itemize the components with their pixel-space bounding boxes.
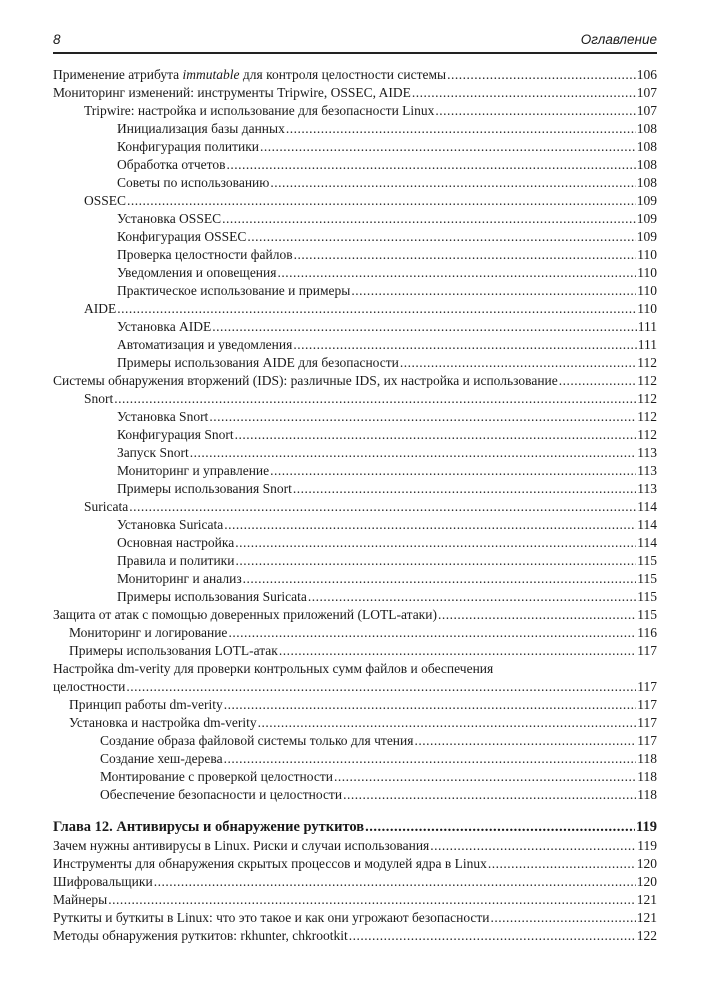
toc-entry-title: Зачем нужны антивирусы в Linux. Риски и случаи использования [53,838,430,853]
toc-entry-title: AIDE [84,301,117,316]
dot-leader [222,210,636,228]
dot-leader [488,855,636,873]
toc-entry[interactable] [53,84,657,102]
toc-entry[interactable] [53,354,657,372]
toc-entry-title: Советы по использованию [117,175,270,190]
toc-entry-page: 117 [637,733,657,748]
toc-entry-title: Мониторинг и управление [117,463,270,478]
toc-entry-page: 114 [637,499,657,514]
dot-leader [491,909,636,927]
toc-entry[interactable] [53,336,657,354]
toc-entry[interactable] [53,156,657,174]
dot-leader [129,498,636,516]
toc-entry-title: целостности [53,679,126,694]
toc-entry-page: 113 [637,445,657,460]
dot-leader [294,246,637,264]
toc-entry-page: 118 [637,751,657,766]
toc-entry-title: Создание хеш-дерева [100,751,223,766]
toc-entry-page: 108 [636,121,657,136]
toc-entry-title: Правила и политики [117,553,235,568]
toc-entry[interactable] [53,732,657,750]
toc-entry[interactable] [53,408,657,426]
dot-leader [365,818,635,837]
toc-entry-page: 116 [637,625,657,640]
toc-entry-title-emphasis: immutable [182,67,240,82]
dot-leader [227,156,636,174]
toc-entry-page: 118 [637,769,657,784]
toc-entry[interactable] [53,873,657,891]
dot-leader [235,426,637,444]
toc-entry-title: Системы обнаружения вторжений (IDS): различные IDS, их настройка и использование [53,373,558,388]
toc-entry[interactable] [53,534,657,552]
toc-entry-title: Обеспечение безопасности и целостности [100,787,343,802]
toc-entry-title: Мониторинг изменений: инструменты Tripwire, OSSEC, AIDE [53,85,411,100]
toc-entry-title: Руткиты и буткиты в Linux: что это такое и как они угрожают безопасности [53,910,490,925]
dot-leader [260,138,636,156]
toc-entry[interactable] [53,750,657,768]
toc-entry-title: Snort [84,391,114,406]
toc-entry[interactable] [53,678,657,696]
toc-entry-page: 109 [636,193,657,208]
toc-entry-title: Обработка отчетов [117,157,226,172]
toc-entry[interactable] [53,426,657,444]
toc-entry-page: 115 [637,571,657,586]
dot-leader [224,516,636,534]
toc-entry-title: Примеры использования LOTL-атак [69,643,278,658]
toc-entry-page: 107 [636,103,657,118]
toc-entry-page: 120 [636,856,657,871]
toc-entry-page: 113 [637,481,657,496]
dot-leader [243,570,637,588]
toc-entry-title: Конфигурация Snort [117,427,234,442]
toc-entry-title: Tripwire: настройка и использование для безопасности Linux [84,103,435,118]
toc-entry[interactable] [53,462,657,480]
toc-entry[interactable] [53,714,657,732]
toc-entry-page: 109 [636,211,657,226]
toc-entry[interactable] [53,909,657,927]
toc-entry-title: Практическое использование и примеры [117,283,351,298]
toc-entry[interactable] [53,246,657,264]
toc-entry[interactable] [53,480,657,498]
dot-leader [351,282,636,300]
dot-leader [438,606,636,624]
toc-entry-page: 112 [637,373,657,388]
toc-entry-title: Suricata [84,499,129,514]
dot-leader [108,891,635,909]
toc-entry-page: 108 [636,175,657,190]
dot-leader [127,192,636,210]
toc-entry-title: Автоматизация и уведомления [117,337,293,352]
dot-leader [435,102,635,120]
dot-leader [343,786,636,804]
running-header-title: Оглавление [580,32,657,47]
toc-entry-page: 111 [637,319,657,334]
toc-entry-title: Примеры использования Snort [117,481,292,496]
toc-entry-title: Шифровальщики [53,874,153,889]
toc-entry-page: 121 [636,892,657,907]
dot-leader [270,174,635,192]
toc-entry-title: Установка и настройка dm-verity [69,715,257,730]
toc-entry[interactable] [53,498,657,516]
toc-entry-page: 110 [637,265,657,280]
toc-entry[interactable] [53,696,657,714]
toc-entry-page: 121 [636,910,657,925]
dot-leader [286,120,636,138]
toc-entry-page: 106 [636,67,657,82]
dot-leader [224,696,636,714]
toc-entry-title [53,66,447,84]
dot-leader [224,750,637,768]
toc-entry-page: 110 [637,283,657,298]
toc-entry-title: Проверка целостности файлов [117,247,293,262]
toc-entry[interactable] [53,372,657,390]
dot-leader [126,678,636,696]
toc-entry-page: 117 [637,643,657,658]
dot-leader [190,444,637,462]
toc-entry-page: 117 [637,715,657,730]
dot-leader [559,372,636,390]
toc-entry[interactable] [53,120,657,138]
dot-leader [228,624,636,642]
toc-entry-title: Инструменты для обнаружения скрытых процессов и модулей ядра в Linux [53,856,487,871]
toc-entry[interactable] [53,588,657,606]
toc-entry-title: Запуск Snort [117,445,189,460]
dot-leader [114,390,636,408]
toc-entry-page: 112 [637,409,657,424]
toc-entry-title: Защита от атак с помощью доверенных приложений (LOTL-атаки) [53,607,437,622]
toc-entry-page: 114 [637,535,657,550]
chapter-heading[interactable] [53,818,657,837]
toc-entry[interactable] [53,102,657,120]
toc-entry-page: 115 [637,589,657,604]
toc-entry-title: Инициализация базы данных [117,121,285,136]
toc-entry[interactable] [53,318,657,336]
dot-leader [293,480,636,498]
toc-entry-title: Установка OSSEC [117,211,222,226]
toc-entry[interactable] [53,66,657,84]
toc-entry-title-line[interactable]: Настройка dm-verity для проверки контрольных сумм файлов и обеспечения [53,661,494,676]
toc-entry-page: 109 [636,229,657,244]
toc-entry-page: 112 [637,355,657,370]
dot-leader [117,300,636,318]
toc-entry-title: Основная настройка [117,535,235,550]
toc-entry[interactable] [53,228,657,246]
toc-entry[interactable] [53,138,657,156]
dot-leader [430,837,636,855]
toc-entry[interactable] [53,210,657,228]
toc-entry-title: Майнеры [53,892,108,907]
dot-leader [270,462,636,480]
dot-leader [279,642,636,660]
toc-entry-page: 110 [637,301,657,316]
toc-entry[interactable] [53,642,657,660]
toc-entry-title-part: для контроля целостности системы [239,67,447,82]
dot-leader [212,318,636,336]
toc-entry-page: 117 [637,697,657,712]
toc-entry-page: 119 [637,838,657,853]
toc-entry-page: 115 [637,553,657,568]
toc-entry[interactable] [53,786,657,804]
dot-leader [400,354,636,372]
toc-entry-title: Примеры использования Suricata [117,589,307,604]
toc-entry-title: Принцип работы dm-verity [69,697,223,712]
toc-entry-title: Мониторинг и логирование [69,625,228,640]
toc-entry-page: 110 [637,247,657,262]
toc-entry[interactable] [53,768,657,786]
toc-entry-page: 112 [637,427,657,442]
toc-entry-page: 114 [637,517,657,532]
toc-entry-page: 108 [636,157,657,172]
toc-entry-page: 119 [636,819,657,835]
toc-entry-page: 108 [636,139,657,154]
toc-entry[interactable] [53,552,657,570]
dot-leader [414,732,636,750]
toc-entry-title: Установка AIDE [117,319,212,334]
dot-leader [247,228,635,246]
dot-leader [308,588,636,606]
toc-entry[interactable] [53,624,657,642]
dot-leader [154,873,636,891]
dot-leader [235,534,636,552]
dot-leader [277,264,636,282]
toc-entry-title: Монтирование с проверкой целостности [100,769,333,784]
running-header [53,30,657,54]
toc-entry[interactable] [53,174,657,192]
toc-entry[interactable] [53,606,657,624]
toc-entry-title: Уведомления и оповещения [117,265,277,280]
toc-entry-title: Примеры использования AIDE для безопасности [117,355,399,370]
toc-entry[interactable] [53,282,657,300]
toc-entry[interactable] [53,300,657,318]
toc-entry-title: Методы обнаружения руткитов: rkhunter, chkrootkit [53,928,348,943]
dot-leader [258,714,637,732]
toc-entry-title: Создание образа файловой системы только для чтения [100,733,414,748]
toc-entry[interactable] [53,516,657,534]
toc-entry[interactable] [53,855,657,873]
toc-entry-title: Мониторинг и анализ [117,571,242,586]
toc-entry-title: Конфигурация OSSEC [117,229,247,244]
toc-entry-page: 115 [637,607,657,622]
toc-entry[interactable] [53,837,657,855]
dot-leader [412,84,636,102]
toc-entry-page: 107 [636,85,657,100]
toc-entry-page: 112 [637,391,657,406]
toc-entry[interactable] [53,570,657,588]
toc-entry[interactable] [53,444,657,462]
dot-leader [334,768,636,786]
dot-leader [447,66,636,84]
toc-entry-title: OSSEC [84,193,127,208]
dot-leader [349,927,636,945]
toc-entry[interactable] [53,264,657,282]
toc-entry[interactable] [53,927,657,945]
toc-entry-page: 111 [637,337,657,352]
toc-entry-title-part: Применение атрибута [53,67,183,82]
page-number: 8 [53,32,61,47]
toc-entry-page: 118 [637,787,657,802]
table-of-contents [53,66,657,945]
toc-entry-page: 120 [636,874,657,889]
toc-entry-page: 117 [637,679,657,694]
toc-entry[interactable] [53,390,657,408]
toc-entry-page: 122 [636,928,657,943]
dot-leader [235,552,636,570]
toc-entry-title: Конфигурация политики [117,139,260,154]
toc-entry-title: Установка Snort [117,409,209,424]
toc-entry-page: 113 [637,463,657,478]
toc-entry[interactable] [53,891,657,909]
dot-leader [293,336,636,354]
toc-entry[interactable] [53,192,657,210]
dot-leader [209,408,636,426]
toc-entry-title: Установка Suricata [117,517,224,532]
toc-entry-title: Глава 12. Антивирусы и обнаружение руткитов [53,819,365,835]
